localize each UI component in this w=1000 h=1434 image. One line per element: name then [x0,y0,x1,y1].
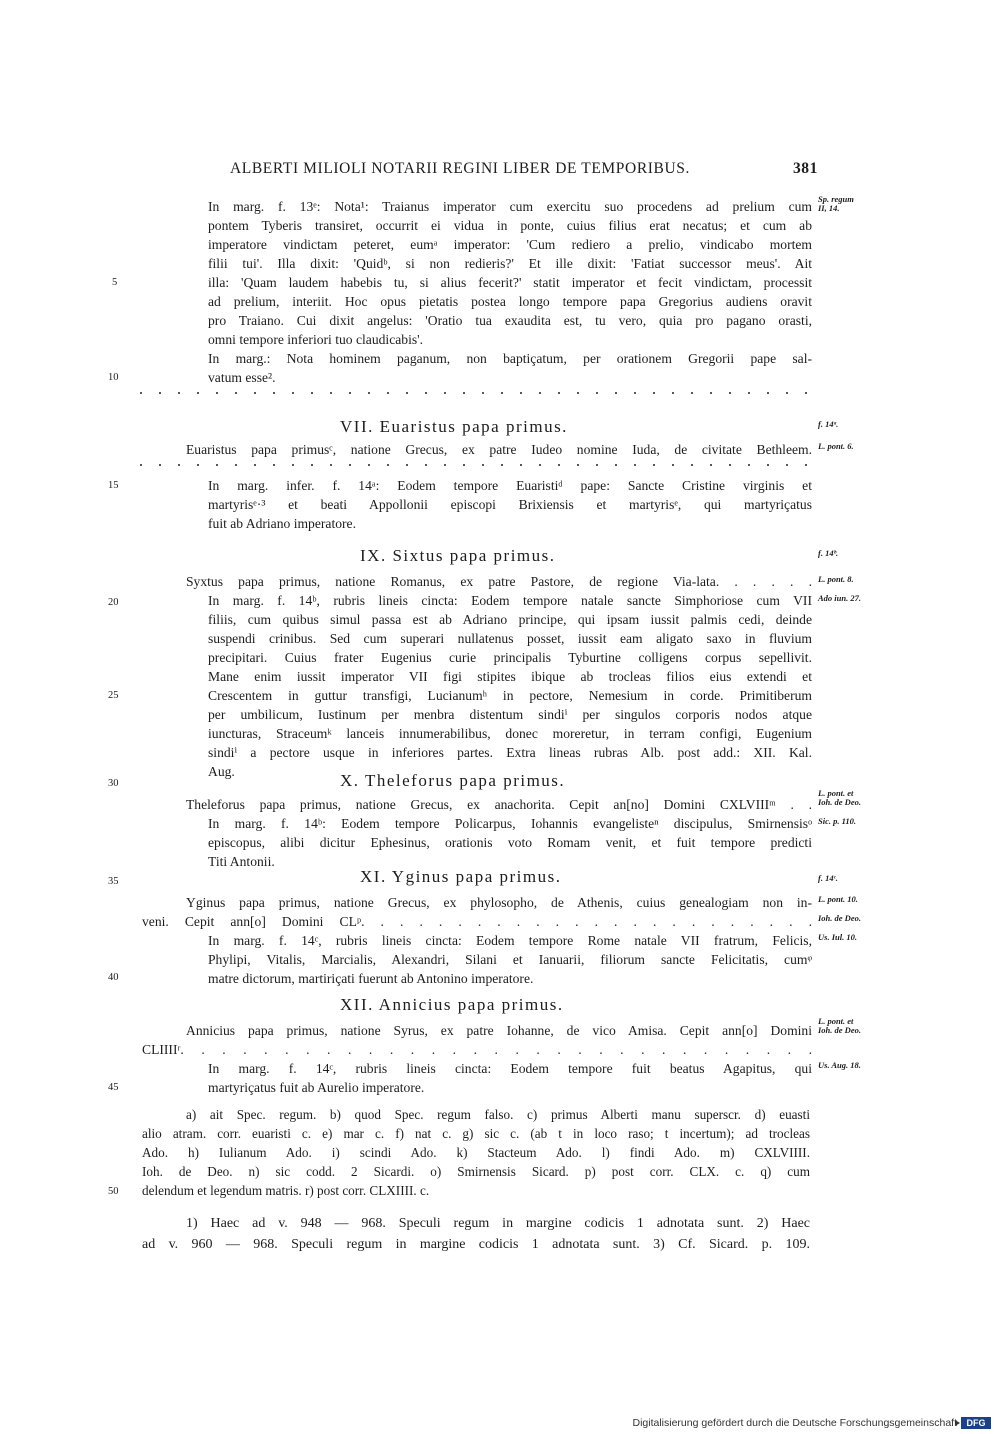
ellipsis-dot [292,464,294,466]
margin-note: Ioh. de Deo. [818,913,861,923]
ellipsis-dot [710,464,712,466]
ellipsis-dot [710,392,712,394]
page-number: 381 [792,160,818,177]
line-number: 50 [108,1186,119,1197]
margin-note: f. 14ᵃ. [818,419,839,429]
footnote-line: 1) Haec ad v. 948 — 968. Speculi regum in margine codicis 1 adnotata sunt. 2) Haec [186,1216,810,1231]
text-line: sindiⁱ a pectore usque in inferiores partes. Extra lineas rubras Alb. post add.: XII. Kal. [208,745,812,760]
line-number: 5 [112,277,118,288]
text-line: matre dictorum, martiriçati fuerunt ab Antonino imperatore. [208,971,534,986]
ellipsis-dot [558,464,560,466]
margin-note: L. pont. 6. [818,441,854,451]
text-line: martyriçatus fuit ab Aurelio imperatore. [208,1080,425,1095]
apparatus-line: Ioh. de Deo. n) sic codd. 2 Sicardi. o) Smirnensis Sicard. p) post corr. CLX. c. q) cum [142,1164,810,1179]
ellipsis-dot [425,392,427,394]
text-line: ad prelium, interiit. Hoc opus pietatis postea longo tempore papa Gregorius audiens oravit [208,294,812,309]
ellipsis-dot [520,464,522,466]
apparatus-line: alio atram. corr. euaristi c. e) mar c. f) nat c. g) sic c. (ab t in loco raso; t incertum); ad trocleas [142,1126,810,1141]
section-heading: VII. Euaristus papa primus. [340,417,568,436]
line-number: 40 [108,972,119,983]
ellipsis-dot [368,392,370,394]
dfg-logo-icon: DFG [961,1417,991,1429]
text-line: iuncturas, Straceumᵏ lanceis innumerabilibus, donec moreretur, in terram configi, Eugenium [208,726,812,741]
ellipsis-dot [653,464,655,466]
margin-note: L. pont. et Ioh. de Deo. [818,788,861,807]
ellipsis-dot [197,464,199,466]
ellipsis-dot [596,392,598,394]
line-number: 45 [108,1082,119,1093]
ellipsis-dot [178,392,180,394]
ellipsis-dot [444,392,446,394]
ellipsis-dot [748,464,750,466]
line-number: 10 [108,372,119,383]
ellipsis-dot [425,464,427,466]
margin-note: f. 14ᵇ. [818,548,839,558]
ellipsis-dot [292,392,294,394]
ellipsis-dot [558,392,560,394]
ellipsis-dot [729,464,731,466]
ellipsis-dot [482,464,484,466]
text-line: Theleforus papa primus, natione Grecus, ex anachorita. Cepit an[no] Domini CXLVIIIᵐ . . [186,797,812,812]
ellipsis-dot [349,464,351,466]
ellipsis-dot [501,392,503,394]
ellipsis-dot [273,392,275,394]
text-line: In marg. f. 14ᵇ, rubris lineis cincta: Eodem tempore natale sancte Simphoriose cum VII [208,593,812,608]
ellipsis-dot [748,392,750,394]
text-line: CLIIIIʳ. . . . . . . . . . . . . . . . . . . . . . . . . . . . . . . [142,1042,812,1057]
section-heading: X. Theleforus papa primus. [340,771,566,790]
text-line: Euaristus papa primusᶜ, natione Grecus, ex patre Iudeo nomine Iuda, de civitate Bethleem. [186,442,812,457]
ellipsis-dot [653,392,655,394]
ellipsis-dot [311,392,313,394]
line-number: 15 [108,480,119,491]
margin-note: Sic. p. 110. [818,816,857,826]
section-heading: XII. Annicius papa primus. [340,995,564,1014]
footnote-line: ad v. 960 — 968. Speculi regum in margine codicis 1 adnotata sunt. 3) Cf. Sicard. p. 109. [142,1237,810,1252]
ellipsis-dot [539,464,541,466]
ellipsis-dot [634,464,636,466]
section-heading: XI. Yginus papa primus. [360,867,562,886]
margin-note: L. pont. 8. [818,574,854,584]
text-line: Mane enim iussit imperator VII figi stipites ibique ab trocleas filios eius extendi et [208,669,812,684]
text-line: Phylipi, Vitalis, Marcialis, Alexandri, Silani et Ianuarii, filiorum sancte Felicitatis, cumᵠ [208,952,812,967]
ellipsis-dot [767,464,769,466]
ellipsis-dot [368,464,370,466]
text-line: fuit ab Adriano imperatore. [208,516,356,531]
ellipsis-dot [463,392,465,394]
ellipsis-dot [387,392,389,394]
line-number: 25 [108,690,119,701]
ellipsis-dot [634,392,636,394]
ellipsis-dot [406,464,408,466]
ellipsis-dot [805,392,807,394]
text-line: Yginus papa primus, natione Grecus, ex phylosopho, de Athenis, cuius genealogiam non in- [186,895,812,910]
text-line: Annicius papa primus, natione Syrus, ex patre Iohanne, de vico Amisa. Cepit ann[o] Domini [186,1023,812,1038]
ellipsis-dot [786,392,788,394]
ellipsis-dot [691,392,693,394]
ellipsis-row [140,387,810,399]
text-line: In marg. f. 14ᶜ, rubris lineis cincta: Eodem tempore Rome natale VII fratrum, Felicis, [208,933,812,948]
text-line: Aug. [208,764,235,779]
ellipsis-dot [197,392,199,394]
section-heading: IX. Sixtus papa primus. [360,546,556,565]
text-line: pro Traiano. Cui dixit angelus: 'Oratio tua exaudita est, tu vero, quia pro pagano orasti, [208,313,812,328]
ellipsis-dot [691,464,693,466]
text-line: omni tempore inferiori tuo claudicabis'. [208,332,423,347]
ellipsis-dot [463,464,465,466]
text-line: In marg. f. 14ᶜ, rubris lineis cincta: Eodem tempore fuit beatus Agapitus, qui [208,1061,812,1076]
text-line: filiis, cum quibus simul passa est ab Adriano principe, qui ipsam iussit palmis cedi, deinde [208,612,812,627]
ellipsis-dot [254,392,256,394]
text-line: episcopus, alibi dicitur Ephesinus, orationis voto Romam venit, et fuit tempore predicti [208,835,812,850]
text-line: suspendi crinibus. Sed cum superari nullatenus posset, iussit eam aligato saxo in fluvium [208,631,812,646]
margin-note: Sp. regum II, 14. [818,194,854,213]
text-line: per umbilicum, Iustinum per menbra distentum sindiⁱ per singulos corporis nodos atque [208,707,812,722]
text-line: In marg.: Nota hominem paganum, non baptiçatum, per orationem Gregorii pape sal- [208,351,812,366]
margin-note: L. pont. 10. [818,894,858,904]
ellipsis-dot [235,464,237,466]
ellipsis-dot [254,464,256,466]
margin-note: Ado iun. 27. [818,593,861,603]
text-line: veni. Cepit ann[o] Domini CLᵖ. . . . . . . . . . . . . . . . . . . . . . . . [142,914,812,929]
ellipsis-dot [406,392,408,394]
ellipsis-dot [539,392,541,394]
line-number: 30 [108,778,119,789]
ellipsis-dot [311,464,313,466]
ellipsis-dot [729,392,731,394]
apparatus-line: a) ait Spec. regum. b) quod Spec. regum falso. c) primus Alberti manu superscr. d) euasti [186,1107,810,1122]
arrow-icon [955,1420,960,1426]
text-line: In marg. f. 14ᵇ: Eodem tempore Policarpus, Iohannis evangelisteⁿ discipulus, Smirnensisᵒ [208,816,812,831]
text-line: precipitari. Cuius frater Eugenius curie principalis Tyburtine colligens corpus sepellivit. [208,650,812,665]
ellipsis-dot [805,464,807,466]
ellipsis-dot [501,464,503,466]
ellipsis-dot [159,464,161,466]
ellipsis-dot [615,392,617,394]
ellipsis-dot [178,464,180,466]
ellipsis-row [140,459,810,471]
text-line: pontem Tyberis transiret, occurrit ei vidua in ponte, cuius filius erat necatus; et cum ab [208,218,812,233]
ellipsis-dot [273,464,275,466]
text-line: In marg. infer. f. 14ᵃ: Eodem tempore Euaristiᵈ pape: Sancte Cristine virginis et [208,478,812,493]
margin-note: Us. Iul. 10. [818,932,857,942]
text-line: filii tui'. Illa dixit: 'Quidᵇ, si non redieris?' Et ille dixit: 'Fatiat successor meus'. Ait [208,256,812,271]
ellipsis-dot [387,464,389,466]
ellipsis-dot [482,392,484,394]
dfg-credit [600,1417,995,1431]
ellipsis-dot [615,464,617,466]
text-line: In marg. f. 13ᵉ: Nota¹: Traianus imperator cum exercitu suo procedens ad prelium cum [208,199,812,214]
margin-note: Us. Aug. 18. [818,1060,861,1070]
ellipsis-dot [444,464,446,466]
apparatus-line: delendum et legendum matris. r) post corr. CLXIIII. c. [142,1183,430,1198]
text-line: illa: 'Quam laudem habebis tu, si alius fecerit?' statit imperator et fecit vindictam, processit [208,275,812,290]
ellipsis-dot [140,392,142,394]
line-number: 35 [108,876,119,887]
apparatus-line: Ado. h) Iulianum Ado. i) scindi Ado. k) Stacteum Ado. l) findi Ado. m) CXLVIIII. [142,1145,810,1160]
text-line: Crescentem in guttur transfigi, Lucianumʰ in pectore, Nemesium in corde. Primitiberum [208,688,812,703]
ellipsis-dot [520,392,522,394]
ellipsis-dot [235,392,237,394]
text-line: Syxtus papa primus, natione Romanus, ex patre Pastore, de regione Via-lata. . . . . . [186,574,812,589]
ellipsis-dot [596,464,598,466]
ellipsis-dot [672,392,674,394]
ellipsis-dot [159,392,161,394]
margin-note: f. 14ᶜ. [818,873,838,883]
ellipsis-dot [330,464,332,466]
ellipsis-dot [216,392,218,394]
margin-note: L. pont. et Ioh. de Deo. [818,1016,861,1035]
ellipsis-dot [330,392,332,394]
ellipsis-dot [216,464,218,466]
text-line: martyrisᵉ·³ et beati Appollonii episcopi Brixiensis et martyrisᵉ, qui martyriçatus [208,497,812,512]
text-line: imperatore vindictam peteret, eumᵃ imperator: 'Cum rediero a prelio, vindicabo mortem [208,237,812,252]
ellipsis-dot [786,464,788,466]
line-number: 20 [108,597,119,608]
text-line: Titi Antonii. [208,854,275,869]
running-title: ALBERTI MILIOLI NOTARII REGINI LIBER DE TEMPORIBUS. [230,160,690,177]
ellipsis-dot [349,392,351,394]
dfg-credit-text: Digitalisierung gefördert durch die Deutsche Forschungsgemeinschaft [632,1417,957,1429]
ellipsis-dot [140,464,142,466]
text-line: vatum esse². [208,370,276,385]
ellipsis-dot [672,464,674,466]
ellipsis-dot [577,464,579,466]
ellipsis-dot [767,392,769,394]
ellipsis-dot [577,392,579,394]
